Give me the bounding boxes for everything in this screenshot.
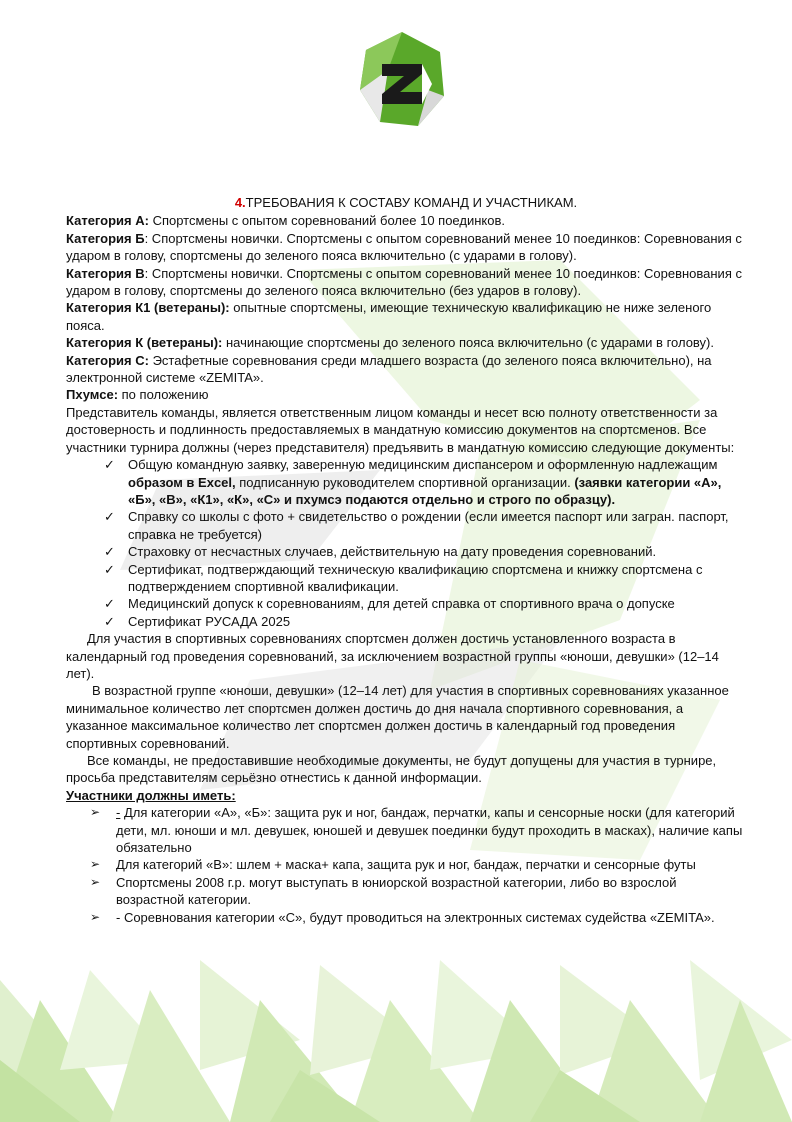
representative-paragraph: Представитель команды, является ответственным лицом команды и несет всю полноту ответственности за достоверность и подлинность предоставляемых в мандатную комиссию документов на спортсменов. Все участники турнира должны (через представителя) предъявить в мандатную комиссию следующие документы: xyxy=(66,404,735,455)
checkmark-icon: ✓ xyxy=(104,509,115,525)
z-logo-icon xyxy=(358,30,446,128)
age-paragraph-2: В возрастной группе «юноши, девушки» (12–14 лет) для участия в спортивных соревнованиях указанное минимальное количество лет спортсмен должен достичь до дня начала спортивного соревнования, а указанное максимальное количество лет спортсмен должен достичь в календарный год проведения спортивных соревнований. xyxy=(66,683,729,751)
age-paragraph-1: Для участия в спортивных соревнованиях спортсмен должен достичь установленного возраста в календарный год проведения соревнований, за исключением возрастной группы «юноши, девушки» (12–14 лет). xyxy=(66,631,719,681)
category-b: Категория Б: Спортсмены новички. Спортсмены с опытом соревнований менее 10 поединков: Соревнования с ударом в голову, спортсмены до зеленого пояса включительно (с ударами в голову). xyxy=(66,230,742,264)
checkmark-icon: ✓ xyxy=(104,561,115,577)
list-item: ✓ Сертификат, подтверждающий техническую квалификацию спортсмена и книжку спортсмена с подтверждением спортивной квалификации. xyxy=(104,561,703,594)
checkmark-icon: ✓ xyxy=(104,544,115,560)
documents-list xyxy=(66,456,746,630)
list-item: ➢ - Соревнования категории «С», будут проводиться на электронных системах судейства «ZEMITA». xyxy=(90,909,715,925)
list-item: ✓ Сертификат РУСАДА 2025 xyxy=(104,613,291,629)
list-item: ✓ Медицинский допуск к соревнованиям, для детей справка от спортивного врача о допуске xyxy=(104,596,675,612)
section-number: 4. xyxy=(234,195,246,210)
document-page xyxy=(66,194,746,926)
checkmark-icon: ✓ xyxy=(104,613,115,629)
arrow-bullet-icon: ➢ xyxy=(90,857,101,872)
category-phumse: Пхумсе: по положению xyxy=(66,387,209,403)
equipment-list xyxy=(66,804,746,926)
category-k1: Категория К1 (ветераны): опытные спортсмены, имеющие техническую квалификацию не ниже зеленого пояса. xyxy=(66,300,712,333)
participants-heading: Участники должны иметь: xyxy=(66,787,236,803)
list-item: ➢ - Для категории «А», «Б»: защита рук и ног, бандаж, перчатки, капы и сенсорные носки (для категорий дети, мл. юноши и мл. девушек, юношей и девушек поединки будут проходить в масках), наличие капы обязательно xyxy=(90,805,743,856)
category-k: Категория К (ветераны): начинающие спортсмены до зеленого пояса включительно (с ударами в голову). xyxy=(66,335,714,351)
category-c: Категория С: Эстафетные соревнования среди младшего возраста (до зеленого пояса включительно), на электронной системе «ZEMITA». xyxy=(66,352,712,386)
list-item: ➢ Для категорий «В»: шлем + маска+ капа, защита рук и ног, бандаж, перчатки и сенсорные футы xyxy=(90,857,696,873)
category-v: Категория В: Спортсмены новички. Спортсмены с опытом соревнований менее 10 поединков: Соревнования с ударом в голову, спортсмены до зеленого пояса включительно (без ударов в голову). xyxy=(66,265,742,299)
list-item: ✓ Справку со школы с фото + свидетельство о рождении (если имеется паспорт или загран. паспорт, справка не требуется) xyxy=(104,509,729,542)
arrow-bullet-icon: ➢ xyxy=(90,805,101,820)
checkmark-icon: ✓ xyxy=(104,596,115,612)
triangle-pattern xyxy=(0,960,792,1122)
arrow-bullet-icon: ➢ xyxy=(90,909,101,924)
arrow-bullet-icon: ➢ xyxy=(90,874,101,889)
list-item: ✓ Общую командную заявку, заверенную медицинским диспансером и оформленную надлежащим образом в Excel, подписанную руководителем спортивной организации. (заявки категории «А», «Б», «В», «К1», «К», «С» и пхумсэ подаются отдельно и строго по образцу). xyxy=(104,457,722,507)
section-title-text: ТРЕБОВАНИЯ К СОСТАВУ КОМАНД И УЧАСТНИКАМ. xyxy=(245,195,578,210)
teams-paragraph: Все команды, не предоставившие необходимые документы, не будут допущены для участия в турнире, просьба представителям серьёзно отнестись к данной информации. xyxy=(66,753,717,786)
checkmark-icon: ✓ xyxy=(104,457,115,473)
list-item: ✓ Страховку от несчастных случаев, действительную на дату проведения соревнований. xyxy=(104,544,657,560)
category-a: Категория А: Спортсмены с опытом соревнований более 10 поединков. xyxy=(66,213,505,229)
list-item: ➢ Спортсмены 2008 г.р. могут выступать в юниорской возрастной категории, либо во взрослой возрастной категории. xyxy=(90,874,677,908)
section-title xyxy=(66,194,746,211)
